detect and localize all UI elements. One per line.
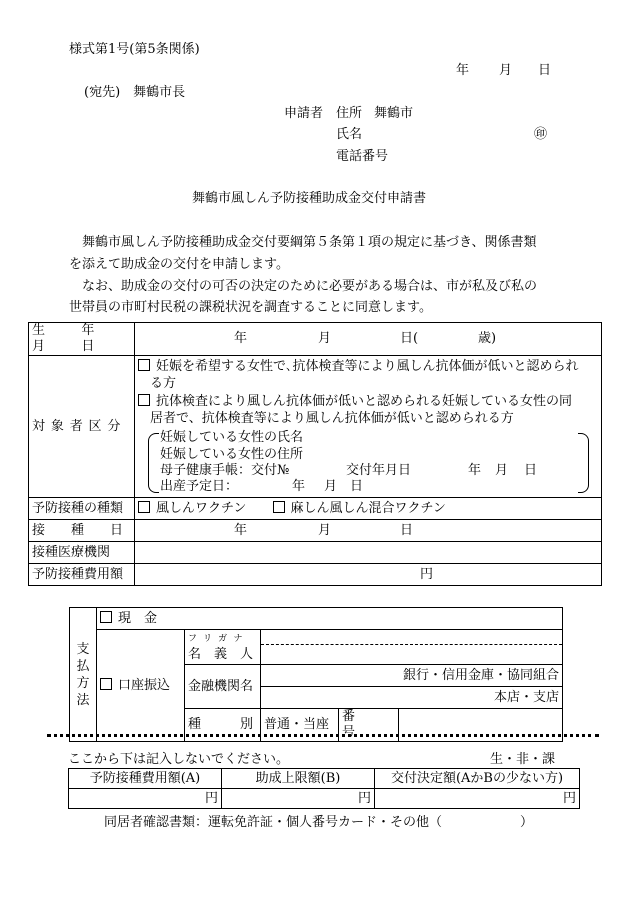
handbook-number-field[interactable]: 母子健康手帳：交付№ [160, 463, 290, 478]
payment-table [69, 607, 563, 742]
address-label: 住所 [336, 106, 363, 121]
transfer-checkbox[interactable] [100, 678, 112, 690]
birth-year-unit: 年 [234, 331, 248, 346]
issue-date-label: 交付年月日 [346, 463, 412, 478]
furigana-input[interactable] [261, 630, 562, 645]
cut-line [47, 734, 599, 737]
vaccine-option-2[interactable]: 麻しん風しん混合ワクチン [273, 501, 446, 516]
holder-label: 名 義 人 [188, 647, 254, 662]
right-brace [578, 433, 589, 493]
due-year-unit: 年 [292, 479, 306, 494]
date-row [29, 520, 602, 542]
branch-field[interactable]: 本店・支店 [261, 687, 563, 709]
birth-label: 生 年 月 日 [29, 323, 135, 356]
vaccination-date-field[interactable] [135, 520, 602, 542]
birth-day-unit: 日( [400, 331, 419, 346]
vaccine-option-2-checkbox[interactable] [273, 501, 285, 513]
birth-row [29, 323, 602, 356]
due-date-label: 出産予定日： [160, 479, 239, 494]
vaccination-day-unit: 日 [400, 522, 414, 538]
vaccination-month-unit: 月 [318, 522, 332, 538]
holder-label-cell [185, 630, 261, 665]
target-options [135, 356, 602, 498]
col-a-header: 予防接種費用額(A) [69, 769, 222, 789]
vaccination-year-unit: 年 [234, 522, 248, 538]
target-option-2[interactable]: 抗体検査により風しん抗体価が低いと認められる妊娠している女性の同 [138, 394, 572, 410]
issue-day-unit: 日 [524, 463, 538, 478]
office-use-note: ここから下は記入しないでください。 [68, 752, 290, 767]
col-c-header: 交付決定額(AかBの少ない方) [375, 769, 580, 789]
bank-name-field[interactable]: 銀行・信用金庫・協同組合 [261, 665, 563, 687]
date-year: 年 [456, 63, 470, 78]
addressee: (宛先) 舞鶴市長 [84, 85, 186, 100]
pregnant-name-field[interactable]: 妊娠している女性の氏名 [160, 430, 304, 445]
col-b-value[interactable]: 円 [222, 789, 375, 809]
vaccine-options [135, 498, 602, 520]
target-option-2-checkbox[interactable] [138, 394, 150, 406]
form-number: 様式第1号(第5条関係) [69, 42, 200, 57]
application-table [28, 322, 602, 586]
col-c-value[interactable]: 円 [375, 789, 580, 809]
name-label: 氏名 [336, 127, 363, 142]
vaccine-label: 予防接種の種類 [29, 498, 135, 520]
target-label: 対象者区分 [29, 356, 135, 498]
account-type-value[interactable]: 普通・当座 [261, 709, 339, 742]
target-option-1-checkbox[interactable] [138, 359, 150, 371]
target-option-1-cont: る方 [150, 376, 177, 391]
applicant-label: 申請者 [284, 106, 324, 121]
institution-field[interactable] [135, 542, 602, 564]
seal-mark: ㊞ [534, 127, 548, 142]
left-brace [148, 433, 159, 493]
vaccination-date-label: 接 種 日 [29, 520, 135, 542]
phone-label: 電話番号 [336, 149, 389, 164]
birth-age-unit: 歳) [478, 331, 497, 346]
birth-field[interactable] [135, 323, 602, 356]
birth-month-unit: 月 [318, 331, 332, 346]
furigana-label: フリガナ [188, 634, 249, 644]
target-row [29, 356, 602, 498]
vaccine-row [29, 498, 602, 520]
holder-input[interactable] [261, 645, 562, 664]
due-day-unit: 日 [350, 479, 364, 494]
issue-year-unit: 年 [468, 463, 482, 478]
vaccine-option-1-checkbox[interactable] [138, 501, 150, 513]
address-value: 舞鶴市 [374, 106, 414, 121]
vaccine-option-1[interactable]: 風しんワクチン [138, 501, 246, 516]
cash-option[interactable]: 現 金 [97, 608, 563, 630]
cash-checkbox[interactable] [100, 611, 112, 623]
col-b-header: 助成上限額(B) [222, 769, 375, 789]
paragraph-1-line-2: を添えて助成金の交付を申請します。 [69, 257, 289, 272]
transfer-option[interactable]: 口座振込 [97, 630, 185, 742]
paragraph-1-line-1: 舞鶴市風しん予防接種助成金交付要綱第５条第１項の規定に基づき、関係書類 [82, 235, 537, 250]
page-title: 舞鶴市風しん予防接種助成金交付申請書 [192, 191, 427, 206]
target-option-1[interactable]: 妊娠を希望する女性で､抗体検査等により風しん抗体価が低いと認められ [138, 359, 579, 375]
cohabitant-documents: 同居者確認書類：運転免許証・個人番号カード・その他（ ） [104, 815, 534, 830]
due-month-unit: 月 [324, 479, 338, 494]
account-number-label: 番 号 [339, 709, 399, 742]
date-day: 日 [538, 63, 552, 78]
pregnant-address-field[interactable]: 妊娠している女性の住所 [160, 447, 304, 462]
account-type-label: 種 別 [185, 709, 261, 742]
tax-status: 生・非・課 [490, 752, 556, 767]
institution-label: 接種医療機関 [29, 542, 135, 564]
date-month: 月 [499, 63, 513, 78]
paragraph-2-line-1: なお、助成金の交付の可否の決定のために必要がある場合は、市が私及び私の [82, 279, 538, 294]
cost-field[interactable] [135, 564, 602, 586]
bank-label: 金融機関名 [185, 665, 261, 709]
cost-row [29, 564, 602, 586]
cost-unit: 円 [420, 566, 434, 582]
col-a-value[interactable]: 円 [69, 789, 222, 809]
office-table [68, 768, 580, 809]
paragraph-2-line-2: 世帯員の市町村民税の課税状況を調査することに同意します。 [69, 300, 432, 315]
institution-row [29, 542, 602, 564]
holder-field[interactable] [261, 630, 563, 665]
payment-side-label: 支払方法 [70, 608, 97, 742]
cost-label: 予防接種費用額 [29, 564, 135, 586]
target-option-2-cont: 居者で、抗体検査等により風しん抗体価が低いと認められる方 [150, 411, 514, 426]
issue-month-unit: 月 [495, 463, 509, 478]
